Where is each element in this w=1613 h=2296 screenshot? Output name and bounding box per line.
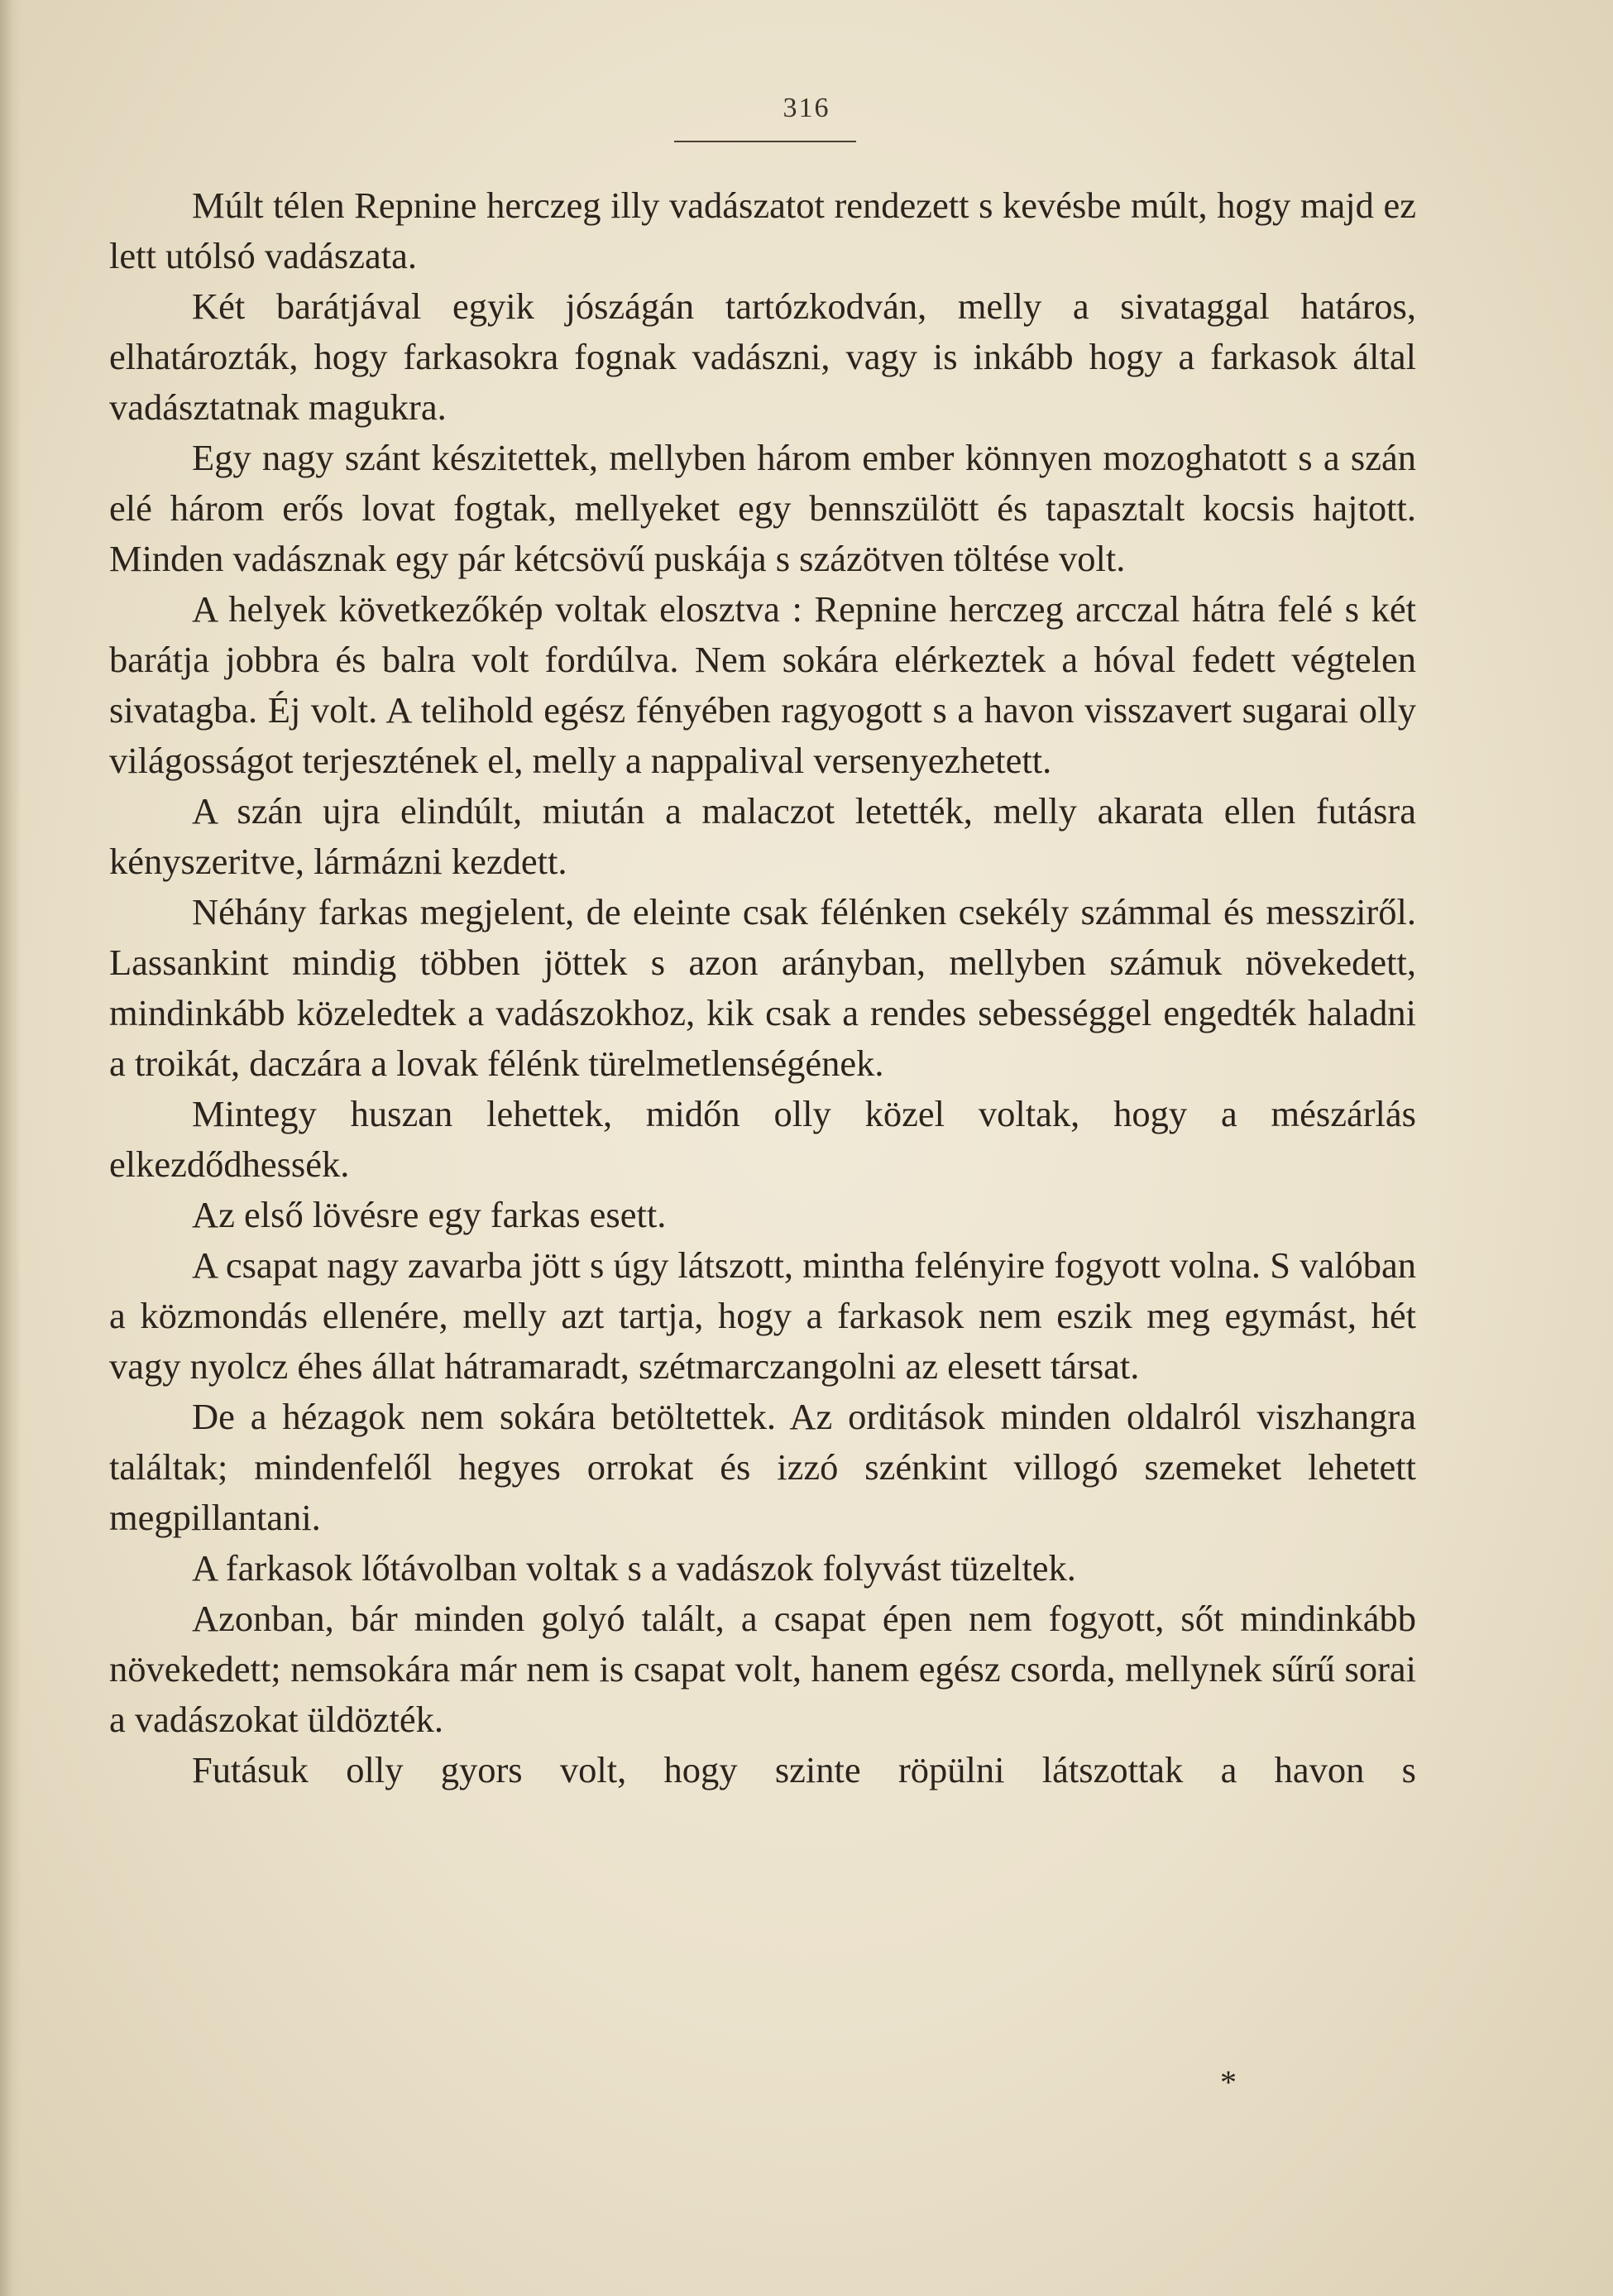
paragraph-10: De a hézagok nem sokára betöltettek. Az orditások minden oldalról viszhangra találtak; mindenfelől hegyes orrokat és izzó szénkint villogó szemeket lehetett megpillantani. xyxy=(109,1396,1416,1538)
paragraph-5: A szán ujra elindúlt, miután a malaczot letették, melly akarata ellen futásra kényszeritve, lármázni kezdett. xyxy=(109,790,1416,882)
paragraph-6: Néhány farkas megjelent, de eleinte csak félénken csekély számmal és messziről. Lassankint mindig többen jöttek s azon arányban, mellyben számuk növekedett, mindinkább közeledtek a vadászokhoz, kik csak a rendes sebességgel engedték haladni a troikát, daczára a lovak félénk türelmetlenségének. xyxy=(109,891,1416,1084)
paragraph-4: A helyek következőkép voltak elosztva : Repnine herczeg arcczal hátra felé s két barátja jobbra és balra volt fordúlva. Nem sokára elérkeztek a hóval fedett végtelen sivatagba. Éj volt. A telihold egész fényében ragyogott s a havon visszavert sugarai olly világosságot terjesztének el, melly a nappalival versenyezhetett. xyxy=(109,588,1416,781)
paragraph-11: A farkasok lőtávolban voltak s a vadászok folyvást tüzeltek. xyxy=(192,1547,1076,1589)
page-number: 316 xyxy=(783,93,830,123)
paragraph-3: Egy nagy szánt készitettek, mellyben három ember könnyen mozoghatott s a szán elé három erős lovat fogtak, mellyeket egy bennszülött és tapasztalt kocsis hajtott. Minden vadásznak egy pár kétcsövű puskája s százötven töltése volt. xyxy=(109,437,1416,579)
paragraph-8: Az első lövésre egy farkas esett. xyxy=(192,1194,667,1235)
paragraph-1: Múlt télen Repnine herczeg illy vadászatot rendezett s kevésbe múlt, hogy majd ez lett utólsó vadászata. xyxy=(109,185,1416,276)
signature-mark: * xyxy=(1220,2064,1237,2101)
paragraph-2: Két barátjával egyik jószágán tartózkodván, melly a sivataggal határos, elhatározták, hogy farkasokra fognak vadászni, vagy is inkább hogy a farkasok által vadásztatnak magukra. xyxy=(109,285,1416,428)
paragraph-9: A csapat nagy zavarba jött s úgy látszott, mintha felényire fogyott volna. S valóban a közmondás ellenére, melly azt tartja, hogy a farkasok nem eszik meg egymást, hét vagy nyolcz éhes állat hátramaradt, szétmarczangolni az elesett társat. xyxy=(109,1244,1416,1387)
paragraph-7: Mintegy huszan lehettek, midőn olly közel voltak, hogy a mészárlás elkezdődhessék. xyxy=(109,1093,1416,1185)
page-binding-shadow xyxy=(0,0,22,2296)
paragraph-12: Azonban, bár minden golyó talált, a csapat épen nem fogyott, sőt mindinkább növekedett; nemsokára már nem is csapat volt, hanem egész csorda, mellynek sűrű sorai a vadászokat üldözték. xyxy=(109,1598,1416,1740)
header-rule xyxy=(674,141,856,142)
paragraph-13: Futásuk olly gyors volt, hogy szinte röpülni látszottak a havon s xyxy=(192,1749,1416,1790)
text-body xyxy=(109,180,1416,1795)
